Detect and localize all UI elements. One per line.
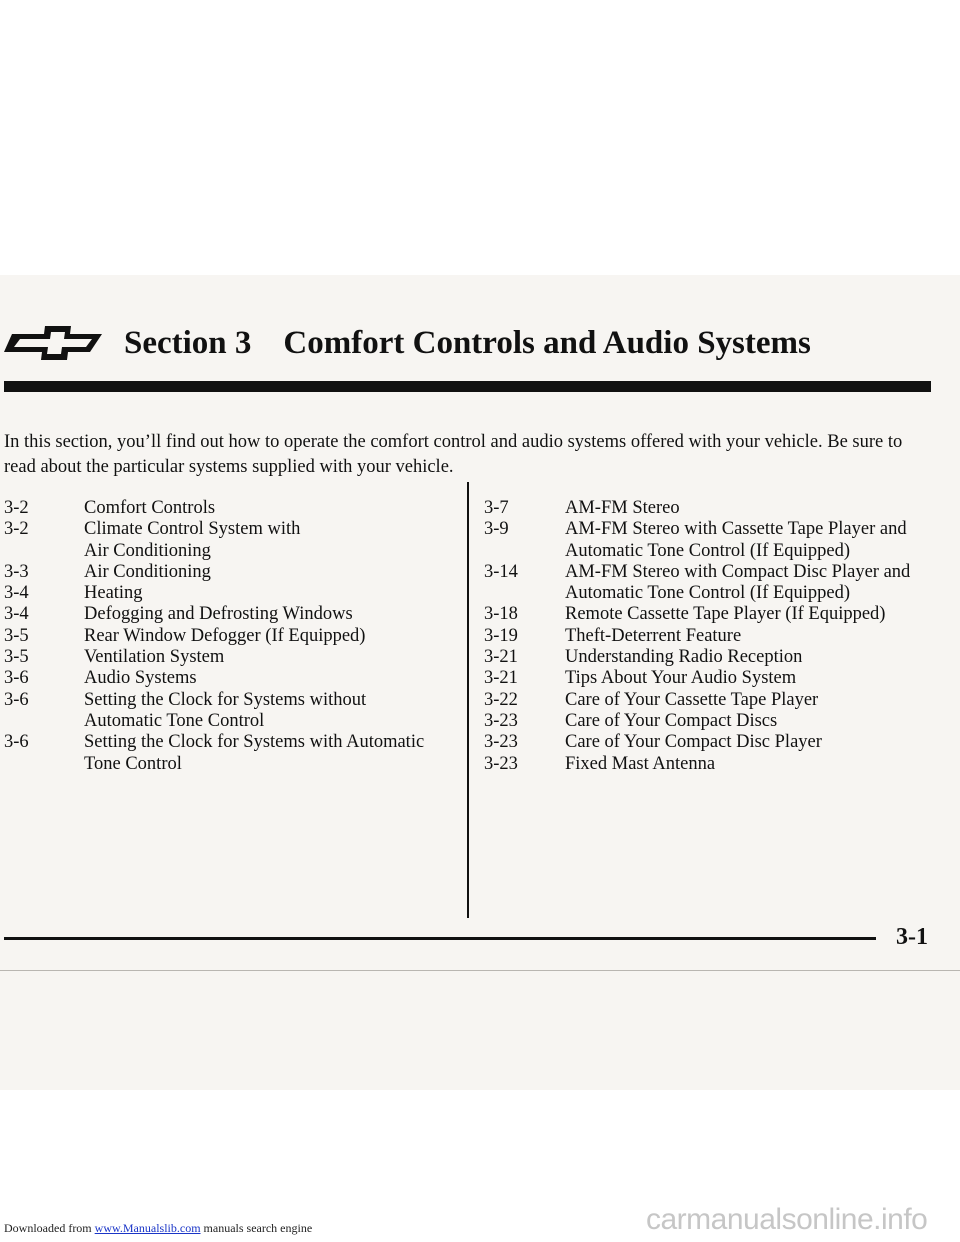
toc-title: Rear Window Defogger (If Equipped) bbox=[84, 625, 366, 646]
footer-rule bbox=[4, 937, 876, 940]
toc-left-column bbox=[4, 498, 454, 775]
toc-entry bbox=[484, 498, 954, 519]
toc-entry bbox=[4, 583, 454, 604]
toc-page-number: 3-5 bbox=[4, 625, 29, 646]
toc-page-number: 3-21 bbox=[484, 668, 518, 689]
toc-title: Setting the Clock for Systems with Automatic bbox=[84, 732, 425, 753]
toc-title-continued: Automatic Tone Control bbox=[84, 710, 265, 731]
toc-title: Remote Cassette Tape Player (If Equipped) bbox=[565, 604, 886, 625]
toc-entry bbox=[4, 626, 454, 647]
toc-entry-continued bbox=[4, 754, 454, 775]
toc-title: Air Conditioning bbox=[84, 561, 211, 582]
toc-entry bbox=[4, 732, 454, 753]
toc-title: AM-FM Stereo bbox=[565, 498, 680, 518]
bottom-rule bbox=[0, 970, 960, 971]
toc-title-continued: Automatic Tone Control (If Equipped) bbox=[565, 540, 851, 561]
toc-title-continued: Automatic Tone Control (If Equipped) bbox=[565, 583, 851, 604]
toc-page-number: 3-6 bbox=[4, 689, 29, 710]
toc-title: Defogging and Defrosting Windows bbox=[84, 604, 353, 625]
toc-page-spacer bbox=[484, 541, 565, 562]
toc-page-spacer bbox=[4, 541, 84, 562]
toc-title-continued: Tone Control bbox=[84, 753, 182, 774]
toc-page-number: 3-19 bbox=[484, 625, 518, 646]
column-divider bbox=[467, 482, 469, 918]
toc-page-number: 3-9 bbox=[484, 519, 509, 540]
download-note bbox=[4, 1221, 312, 1236]
download-suffix: manuals search engine bbox=[200, 1221, 313, 1235]
chevrolet-bowtie-icon bbox=[4, 322, 108, 364]
toc-entry bbox=[4, 647, 454, 668]
toc-page-number: 3-2 bbox=[4, 498, 29, 518]
toc-entry bbox=[484, 668, 954, 689]
toc-page-number: 3-4 bbox=[4, 604, 29, 625]
toc-title: Understanding Radio Reception bbox=[565, 647, 803, 668]
toc-entry-continued bbox=[484, 583, 954, 604]
toc-page-number: 3-2 bbox=[4, 519, 29, 540]
download-prefix: Downloaded from bbox=[4, 1221, 95, 1235]
intro-paragraph: In this section, you’ll find out how to operate the comfort control and audio systems offered with your vehicle. Be sure to read about the particular systems supplied with your vehicle. bbox=[4, 432, 903, 477]
header-rule bbox=[4, 381, 931, 392]
toc-title: Ventilation System bbox=[84, 647, 225, 668]
toc-title: Audio Systems bbox=[84, 668, 197, 689]
toc-page-spacer bbox=[4, 711, 84, 732]
toc-page-number: 3-7 bbox=[484, 498, 509, 518]
toc-title: Heating bbox=[84, 583, 143, 604]
section-title: Comfort Controls and Audio Systems bbox=[283, 324, 811, 361]
toc-entry bbox=[484, 604, 954, 625]
toc-page-number: 3-18 bbox=[484, 604, 518, 625]
manualslib-link[interactable]: www.Manualslib.com bbox=[94, 1221, 201, 1235]
toc-entry bbox=[484, 562, 954, 583]
toc-page-spacer bbox=[4, 754, 84, 775]
toc-title: Climate Control System with bbox=[84, 519, 301, 540]
toc-title: Fixed Mast Antenna bbox=[565, 753, 716, 774]
toc-entry bbox=[484, 626, 954, 647]
toc-page-number: 3-6 bbox=[4, 668, 29, 689]
toc-page-number: 3-23 bbox=[484, 732, 518, 753]
toc-title: Theft-Deterrent Feature bbox=[565, 625, 742, 646]
toc-entry bbox=[4, 604, 454, 625]
toc-entry bbox=[484, 711, 954, 732]
toc-page-number: 3-21 bbox=[484, 647, 518, 668]
toc-title: Care of Your Compact Discs bbox=[565, 710, 778, 731]
toc-entry bbox=[484, 519, 954, 540]
toc-title: Comfort Controls bbox=[84, 498, 216, 518]
toc-entry bbox=[4, 562, 454, 583]
toc-title: AM-FM Stereo with Cassette Tape Player and bbox=[565, 519, 907, 540]
toc-entry bbox=[4, 690, 454, 711]
toc-page-number: 3-3 bbox=[4, 561, 29, 582]
toc-page-spacer bbox=[484, 583, 565, 604]
toc-entry bbox=[4, 519, 454, 540]
toc-page-number: 3-5 bbox=[4, 647, 29, 668]
toc-title: Tips About Your Audio System bbox=[565, 668, 797, 689]
toc-title: AM-FM Stereo with Compact Disc Player and bbox=[565, 561, 911, 582]
toc-page-number: 3-22 bbox=[484, 689, 518, 710]
toc-entry-continued bbox=[4, 541, 454, 562]
toc-title: Setting the Clock for Systems without bbox=[84, 689, 367, 710]
toc-title: Care of Your Compact Disc Player bbox=[565, 732, 822, 753]
toc-entry bbox=[484, 732, 954, 753]
toc-page-number: 3-14 bbox=[484, 561, 518, 582]
toc-entry bbox=[484, 754, 954, 775]
toc-entry bbox=[484, 647, 954, 668]
toc-title: Care of Your Cassette Tape Player bbox=[565, 689, 819, 710]
toc-entry-continued bbox=[4, 711, 454, 732]
toc-page-number: 3-23 bbox=[484, 753, 518, 774]
toc-entry-continued bbox=[484, 541, 954, 562]
toc-page-number: 3-6 bbox=[4, 732, 29, 753]
toc-page-number: 3-23 bbox=[484, 710, 518, 731]
toc-title-continued: Air Conditioning bbox=[84, 540, 211, 561]
section-header bbox=[4, 318, 811, 368]
section-number: Section 3 bbox=[124, 324, 252, 361]
toc-entry bbox=[4, 498, 454, 519]
toc-right-column bbox=[484, 498, 954, 775]
toc-entry bbox=[484, 690, 954, 711]
watermark: carmanualsonline.info bbox=[646, 1203, 928, 1236]
toc-page-number: 3-4 bbox=[4, 583, 29, 604]
page-number: 3-1 bbox=[896, 924, 928, 950]
toc-entry bbox=[4, 668, 454, 689]
